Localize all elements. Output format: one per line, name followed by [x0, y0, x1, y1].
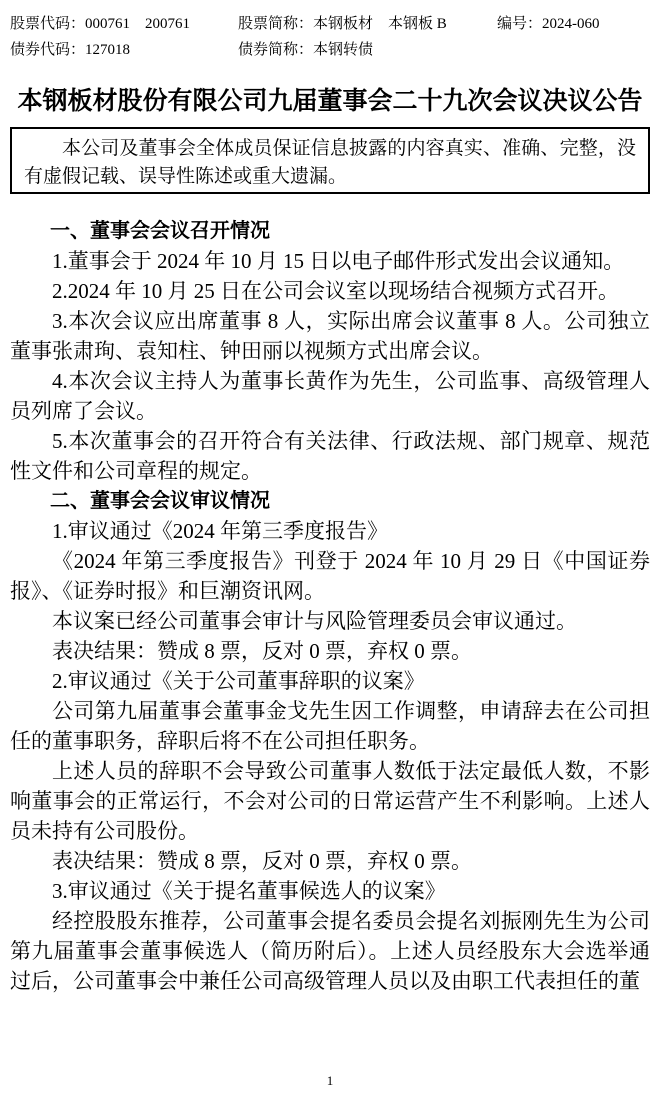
header-row-stock [10, 11, 652, 37]
section-2-heading: 二、董事会会议审议情况 [50, 490, 270, 512]
page-title: 本钢板材股份有限公司九届董事会二十九次会议决议公告 [17, 88, 643, 115]
bond-name: 债券简称：本钢转债 [238, 42, 374, 58]
vote-result: 表决结果：赞成 8 票，反对 0 票，弃权 0 票。 [52, 849, 472, 873]
stock-code: 股票代码：000761 200761 [10, 16, 191, 32]
document-header [10, 11, 652, 63]
paragraph: 本议案已经公司董事会审计与风险管理委员会审议通过。 [52, 609, 577, 633]
disclaimer-text: 本公司及董事会全体成员保证信息披露的内容真实、准确、完整，没有虚假记载、误导性陈述或重大遗漏。 [24, 138, 636, 187]
paragraph: 《2024 年第三季度报告》刊登于 2024 年 10 月 29 日《中国证券报》、《证券时报》和巨潮资讯网。 [10, 549, 650, 603]
disclaimer-box [10, 127, 650, 194]
header-row-bond [10, 37, 652, 63]
paragraph: 公司第九届董事会董事金戈先生因工作调整，申请辞去在公司担任的董事职务，辞职后将不在公司担任职务。 [10, 699, 650, 753]
paragraph: 3.审议通过《关于提名董事候选人的议案》 [52, 879, 446, 903]
announcement-number: 编号：2024-060 [497, 16, 600, 32]
paragraph: 上述人员的辞职不会导致公司董事人数低于法定最低人数，不影响董事会的正常运行，不会对公司的日常运营产生不利影响。上述人员未持有公司股份。 [10, 759, 650, 843]
stock-name: 股票简称：本钢板材 本钢板 B [238, 16, 447, 32]
page-number: 1 [326, 1073, 334, 1088]
paragraph: 4.本次会议主持人为董事长黄作为先生，公司监事、高级管理人员列席了会议。 [10, 369, 650, 423]
paragraph: 2.审议通过《关于公司董事辞职的议案》 [52, 669, 425, 693]
bond-code: 债券代码：127018 [10, 42, 131, 58]
paragraph: 3.本次会议应出席董事 8 人，实际出席会议董事 8 人。公司独立董事张肃珣、袁知柱、钟田丽以视频方式出席会议。 [10, 309, 650, 363]
vote-result: 表决结果：赞成 8 票，反对 0 票，弃权 0 票。 [52, 639, 472, 663]
paragraph: 1.审议通过《2024 年第三季度报告》 [52, 519, 388, 543]
document-body [10, 216, 650, 996]
paragraph: 2.2024 年 10 月 25 日在公司会议室以现场结合视频方式召开。 [52, 279, 619, 303]
paragraph: 经控股股东推荐，公司董事会提名委员会提名刘振刚先生为公司第九届董事会董事候选人（简历附后）。上述人员经股东大会选举通过后，公司董事会中兼任公司高级管理人员以及由职工代表担任的董 [10, 909, 650, 993]
paragraph: 5.本次董事会的召开符合有关法律、行政法规、部门规章、规范性文件和公司章程的规定。 [10, 429, 650, 483]
paragraph: 1.董事会于 2024 年 10 月 15 日以电子邮件形式发出会议通知。 [52, 249, 625, 273]
section-1-heading: 一、董事会会议召开情况 [50, 220, 270, 242]
